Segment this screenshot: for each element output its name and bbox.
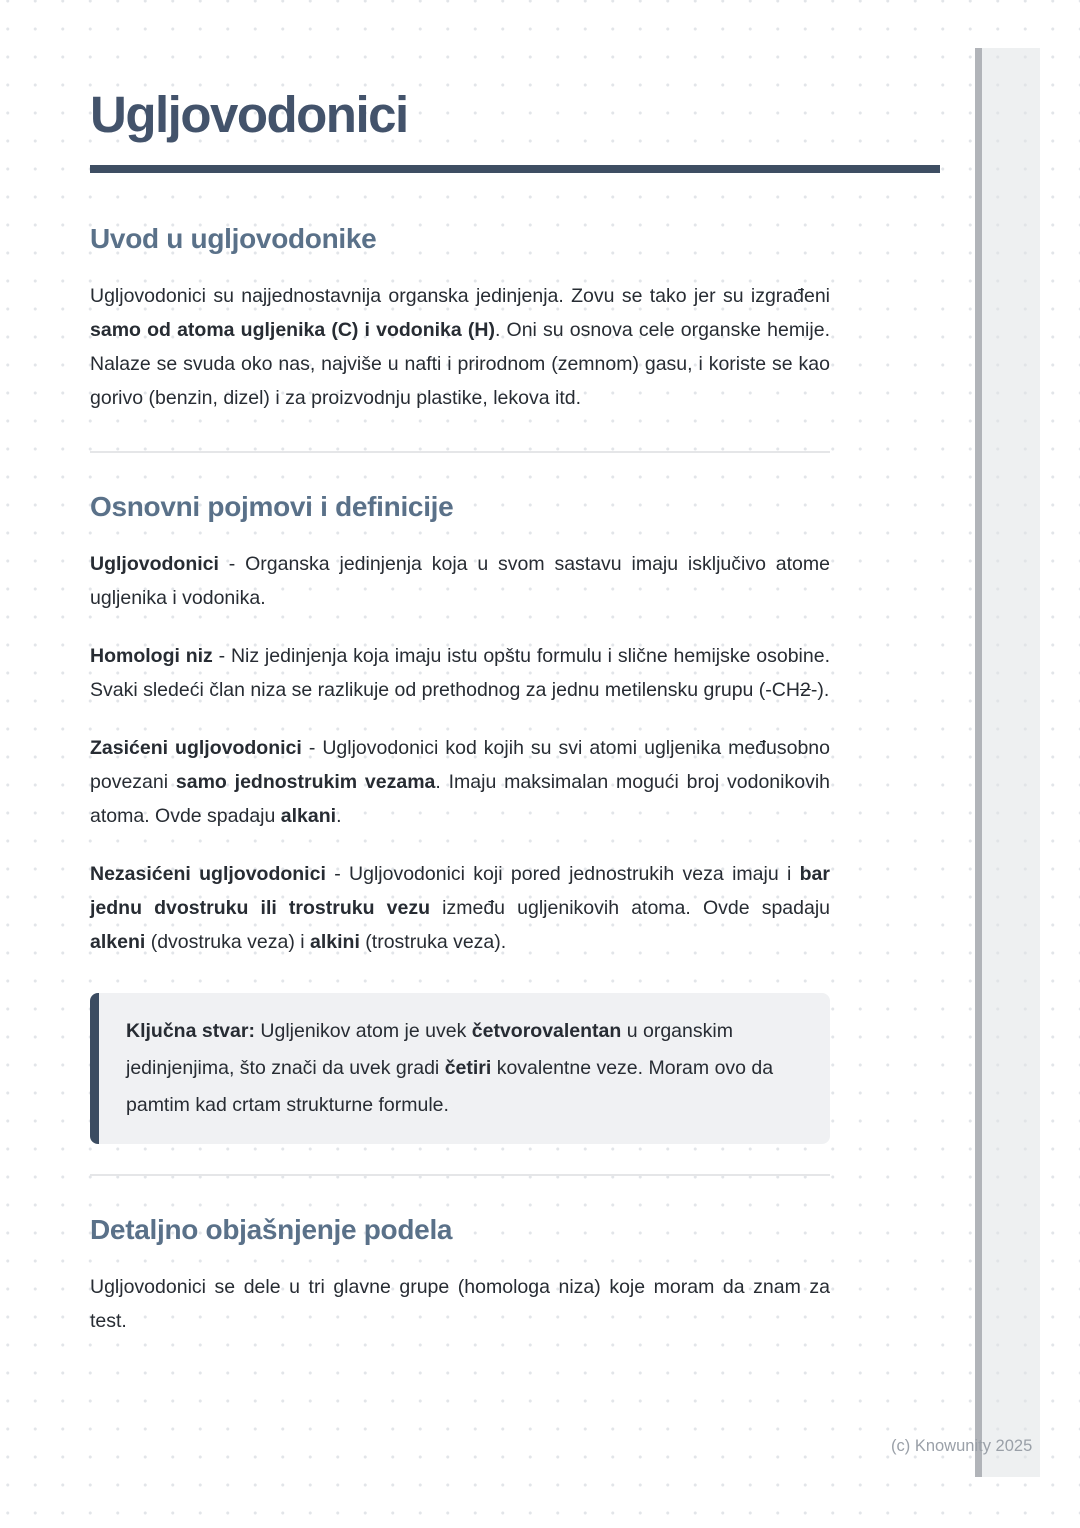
- document-page: [90, 0, 940, 1338]
- paragraph-definition-zasiceni: Zasićeni ugljovodonici - Ugljovodonici kod kojih su svi atomi ugljenika međusobno povezani samo jednostrukim vezama. Imaju maksimalan mogući broj vodonikovih atoma. Ovde spadaju alkani.: [90, 736, 830, 827]
- page-edge-panel: [982, 48, 1040, 1477]
- scrollbar-thumb[interactable]: [975, 48, 982, 1477]
- paragraph-intro: Ugljovodonici su najjednostavnija organska jedinjenja. Zovu se tako jer su izgrađeni samo od atoma ugljenika (C) i vodonika (H). Oni su osnova cele organske hemije. Nalaze se svuda oko nas, najviše u nafti i prirodnom (zemnom) gasu, i koriste se kao gorivo (benzin, dizel) i za proizvodnju plastike, lekova itd.: [90, 284, 830, 409]
- paragraph-definition-nezasiceni: Nezasićeni ugljovodonici - Ugljovodonici koji pored jednostrukih veza imaju i bar jednu dvostruku ili trostruku vezu između ugljenikovih atoma. Ovde spadaju alkeni (dvostruka veza) i alkini (trostruka veza).: [90, 862, 830, 953]
- paragraph-definition-ugljovodonici: Ugljovodonici - Organska jedinjenja koja u svom sastavu imaju isključivo atome ugljenika i vodonika.: [90, 552, 830, 609]
- paragraph-definition-homologi-niz: Homologi niz - Niz jedinjenja koja imaju istu opštu formulu i slične hemijske osobine. Svaki sledeći član niza se razlikuje od prethodnog za jednu metilensku grupu (-CH2-).: [90, 644, 830, 701]
- paragraph-podela-intro: Ugljovodonici se dele u tri glavne grupe (homologa niza) koje moram da znam za test.: [90, 1275, 830, 1332]
- section-heading-pojmovi: Osnovni pojmovi i definicije: [90, 490, 454, 522]
- key-point-text: Ključna stvar: Ugljenikov atom je uvek četvorovalentan u organskim jedinjenjima, što znači da uvek gradi četiri kovalentne veze. Moram ovo da pamtim kad crtam strukturne formule.: [126, 1019, 774, 1116]
- section-divider: [90, 1174, 830, 1176]
- section-divider: [90, 451, 830, 453]
- section-heading-podela: Detaljno objašnjenje podela: [90, 1213, 453, 1245]
- page-title: Ugljovodonici: [90, 86, 408, 143]
- title-underline-rule: [90, 165, 940, 173]
- section-heading-uvod: Uvod u ugljovodonike: [90, 222, 377, 254]
- key-point-callout: [90, 993, 830, 1144]
- copyright-watermark: (c) Knowunity 2025: [891, 1437, 1033, 1455]
